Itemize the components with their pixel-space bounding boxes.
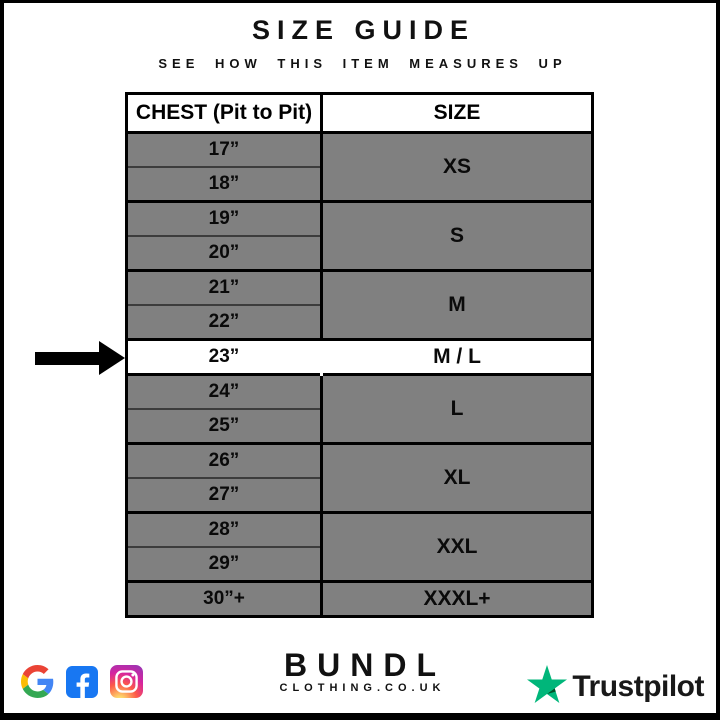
- chest-value: 24”: [127, 375, 322, 410]
- size-value: L: [322, 375, 593, 444]
- trustpilot-label: Trustpilot: [572, 669, 704, 703]
- size-row: [127, 133, 593, 168]
- chest-value: 18”: [127, 167, 322, 202]
- chest-value: 25”: [127, 409, 322, 444]
- size-row: [127, 375, 593, 410]
- size-table: [125, 92, 594, 618]
- chest-value: 19”: [127, 202, 322, 237]
- chest-value: 22”: [127, 305, 322, 340]
- chest-value: 17”: [127, 133, 322, 168]
- chest-column-header: CHEST (Pit to Pit): [127, 94, 322, 133]
- chest-value: 20”: [127, 236, 322, 271]
- page-title: SIZE GUIDE: [251, 15, 476, 45]
- brand-domain: CLOTHING.CO.UK: [279, 682, 446, 694]
- size-value: M / L: [322, 340, 593, 375]
- size-row: [127, 582, 593, 617]
- size-row: [127, 513, 593, 548]
- chest-value: 30”+: [127, 582, 322, 617]
- trustpilot-star-icon: [527, 664, 567, 709]
- brand-name: BUNDL: [284, 647, 446, 683]
- size-value: XL: [322, 444, 593, 513]
- size-value: S: [322, 202, 593, 271]
- chest-value: 27”: [127, 478, 322, 513]
- page-subtitle: SEE HOW THIS ITEM MEASURES UP: [158, 56, 567, 71]
- size-row-highlighted: [127, 340, 593, 375]
- chest-value: 29”: [127, 547, 322, 582]
- size-table-container: [125, 92, 594, 618]
- size-row: [127, 271, 593, 306]
- size-row: [127, 444, 593, 479]
- chest-value: 26”: [127, 444, 322, 479]
- size-value: XXL: [322, 513, 593, 582]
- size-column-header: SIZE: [322, 94, 593, 133]
- chest-value: 28”: [127, 513, 322, 548]
- chest-value: 21”: [127, 271, 322, 306]
- size-row: [127, 202, 593, 237]
- chest-value: 23”: [127, 340, 322, 375]
- pointer-arrow-head: [99, 341, 125, 375]
- trustpilot-logo: [527, 664, 704, 709]
- size-value: M: [322, 271, 593, 340]
- size-table-body: [127, 133, 593, 617]
- size-table-header-row: [127, 94, 593, 133]
- size-value: XXXL+: [322, 582, 593, 617]
- pointer-arrow-shaft: [35, 352, 101, 365]
- size-value: XS: [322, 133, 593, 202]
